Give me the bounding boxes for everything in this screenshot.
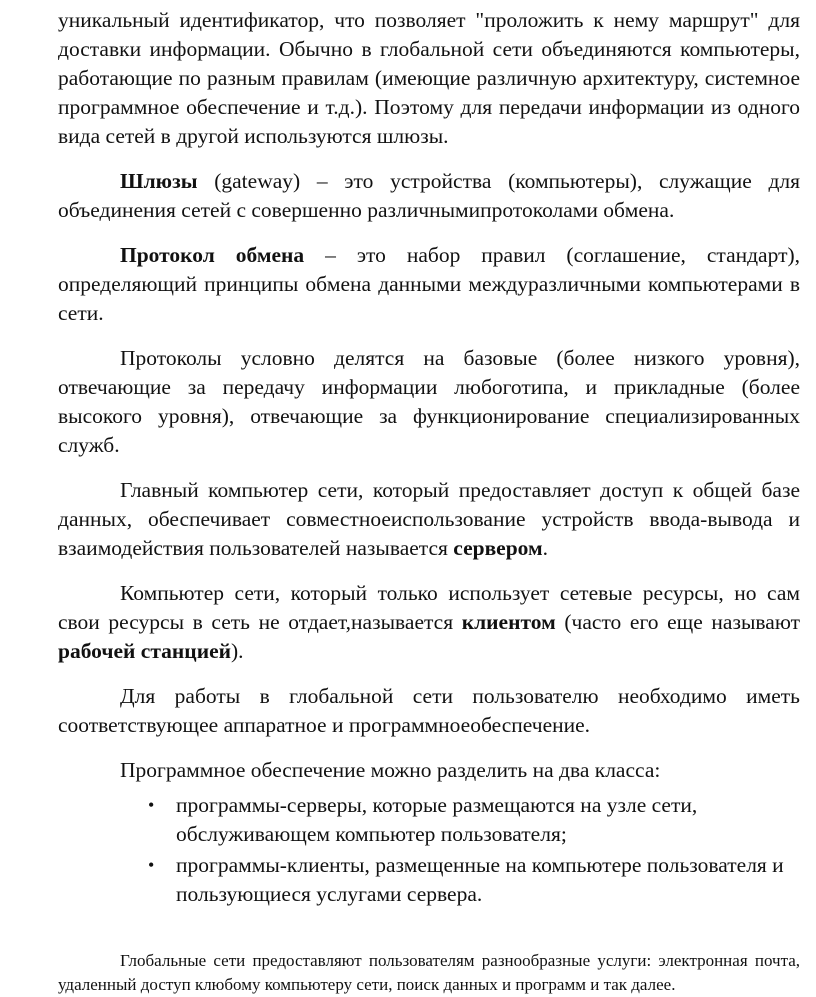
list-item-text: программы-клиенты, размещенные на компьютере пользователя и пользующиеся услугами сервера.	[176, 853, 784, 906]
client-definition: Компьютер сети, который только использует сетевые ресурсы, но сам свои ресурсы в сеть не отдает,называется	[58, 581, 800, 634]
server-definition: Главный компьютер сети, который предоставляет доступ к общей базе данных, обеспечивает совместноеиспользование устройств ввода-вывода и взаимодействия пользователей называется	[58, 478, 800, 560]
bullet-icon: •	[148, 855, 155, 875]
paragraph-protocol-levels: Протоколы условно делятся на базовые (более низкого уровня), отвечающие за передачу информации любоготипа, и прикладные (более высокого уровня), отвечающие за функционирование специализированных служб.	[58, 346, 800, 457]
paragraph-client	[58, 579, 800, 666]
document-page	[58, 0, 800, 997]
term-server: сервером	[453, 536, 543, 560]
paragraph-server	[58, 476, 800, 563]
list-item-text: программы-серверы, которые размещаются на узле сети, обслуживающем компьютер пользователя;	[176, 793, 698, 846]
list-item	[58, 851, 800, 909]
client-middle: (часто его еще называют	[555, 610, 800, 634]
list-item	[58, 791, 800, 849]
paragraph-intro: уникальный идентификатор, что позволяет "проложить к нему маршрут" для доставки информации. Обычно в глобальной сети объединяются компьютеры, работающие по разным правилам (имеющие различную архитектуру, системное программное обеспечение и т.д.). Поэтому для передачи информации из одного вида сетей в другой используются шлюзы.	[58, 8, 800, 148]
software-class-list	[58, 791, 800, 909]
paragraph-protocol	[58, 241, 800, 328]
term-workstation: рабочей станцией	[58, 639, 232, 663]
bullet-icon: •	[148, 795, 155, 815]
term-client: клиентом	[461, 610, 556, 634]
term-protocol: Протокол обмена	[120, 243, 305, 267]
paragraph-gateway	[58, 167, 800, 225]
gateway-definition: (gateway) – это устройства (компьютеры), служащие для объединения сетей с совершенно различнымипротоколами обмена.	[58, 169, 800, 222]
protocol-definition: – это набор правил (соглашение, стандарт), определяющий принципы обмена данными междуразличными компьютерами в сети.	[58, 243, 800, 325]
footer-note: Глобальные сети предоставляют пользователям разнообразные услуги: электронная почта, удаленный доступ клюбому компьютеру сети, поиск данных и программ и так далее.	[58, 951, 800, 994]
term-gateway: Шлюзы	[120, 169, 198, 193]
paragraph-software-classes: Программное обеспечение можно разделить на два класса:	[120, 758, 661, 782]
server-end: .	[542, 536, 549, 560]
client-end: ).	[231, 639, 244, 663]
paragraph-requirements: Для работы в глобальной сети пользователю необходимо иметь соответствующее аппаратное и программноеобеспечение.	[58, 684, 800, 737]
